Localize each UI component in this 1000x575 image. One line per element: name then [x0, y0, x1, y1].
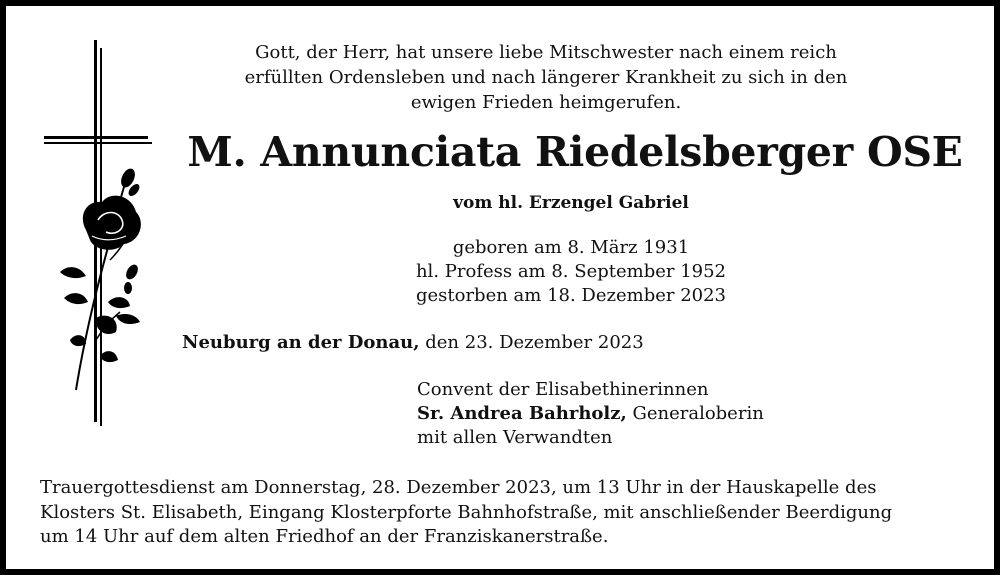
notice-date: den 23. Dezember 2023 — [419, 332, 644, 353]
birth-date: geboren am 8. März 1931 — [452, 237, 690, 258]
funeral-details — [40, 476, 980, 550]
funeral-line: Trauergottesdienst am Donnerstag, 28. Dezember 2023, um 13 Uhr in der Hauskapelle des — [40, 477, 877, 498]
relatives-line: mit allen Verwandten — [417, 427, 613, 448]
place-name: Neuburg an der Donau, — [182, 332, 420, 353]
death-date: gestorben am 18. Dezember 2023 — [415, 285, 727, 306]
mourners-block — [417, 378, 764, 450]
intro-line: erfüllten Ordensleben und nach längerer Krankheit zu sich in den — [244, 67, 848, 88]
profession-date: hl. Profess am 8. September 1952 — [415, 261, 727, 282]
community-name: Convent der Elisabethinerinnen — [417, 379, 709, 400]
religious-name: vom hl. Erzengel Gabriel — [453, 193, 689, 213]
signer-role: Generaloberin — [626, 403, 764, 424]
funeral-line: Klosters St. Elisabeth, Eingang Klosterpforte Bahnhofstraße, mit anschließender Beerdigung — [40, 501, 893, 523]
intro-text — [236, 40, 856, 115]
place-and-date — [182, 331, 644, 355]
intro-line: ewigen Frieden heimgerufen. — [410, 92, 682, 113]
signer-line — [417, 402, 764, 426]
funeral-line: um 14 Uhr auf dem alten Friedhof an der Franziskanerstraße. — [40, 526, 609, 547]
cross-with-rose-icon — [40, 40, 156, 430]
signer-name: Sr. Andrea Bahrholz, — [417, 403, 627, 424]
life-dates — [306, 236, 836, 308]
intro-line: Gott, der Herr, hat unsere liebe Mitschwester nach einem reich — [255, 42, 837, 63]
deceased-name: M. Annunciata Riedelsberger OSE — [187, 128, 963, 176]
